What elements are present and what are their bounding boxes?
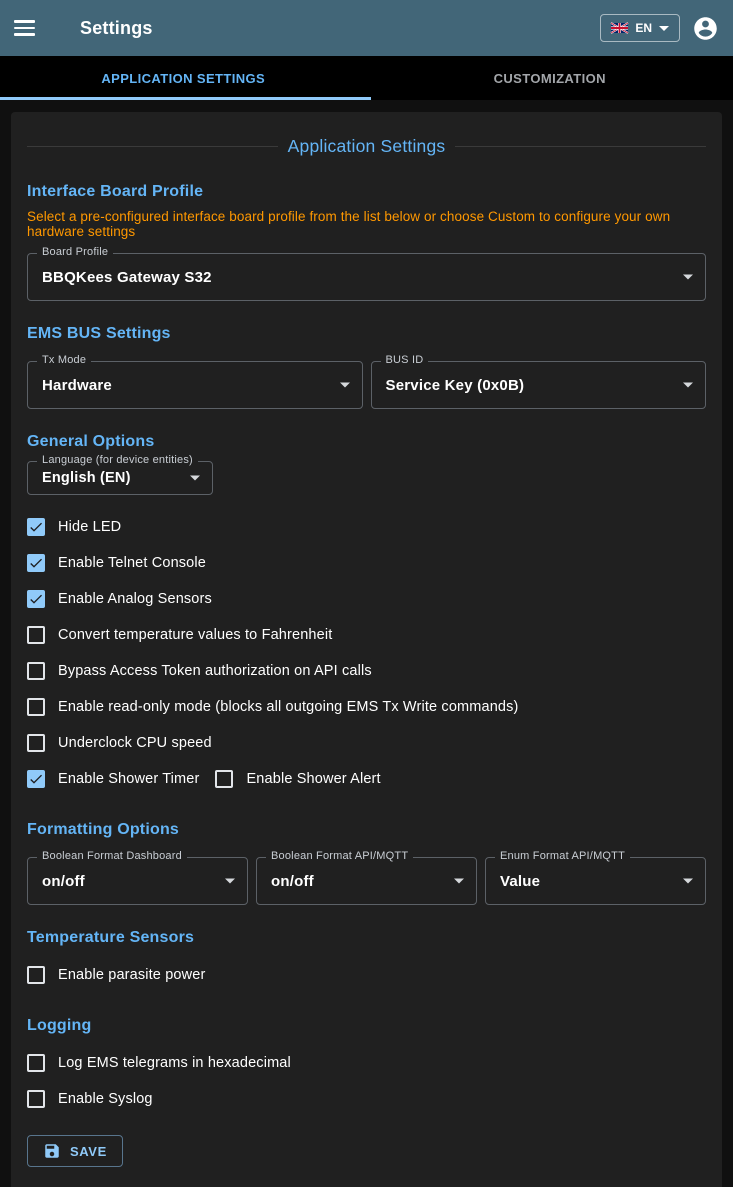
checkbox-readonly-mode[interactable] [27,689,706,725]
checkbox-analog-sensors[interactable] [27,581,706,617]
content-panel [11,112,722,1187]
language-selector-button[interactable] [600,14,680,42]
divider-line [455,146,706,147]
formatting-fields [27,849,706,905]
section-heading-logging: Logging [27,1017,706,1035]
check-icon [28,555,44,571]
field-value: Service Key (0x0B) [386,377,525,394]
field-value: on/off [271,873,314,890]
ems-bus-fields [27,353,706,409]
checkbox-fahrenheit[interactable] [27,617,706,653]
checkbox-enable-syslog[interactable] [27,1081,706,1117]
checkbox[interactable] [27,590,45,608]
checkbox-label: Enable Shower Timer [58,771,199,787]
language-select[interactable] [27,461,213,495]
dropdown-arrow-icon [683,879,693,884]
field-value: English (EN) [42,470,131,486]
board-profile-select[interactable] [27,253,706,301]
section-heading-general: General Options [27,433,706,451]
divider-line [27,146,278,147]
checkbox[interactable] [27,1090,45,1108]
uk-flag-icon [611,23,628,33]
tab-customization[interactable] [367,56,733,100]
active-tab-indicator [0,97,371,100]
app-bar-actions [600,14,719,42]
tx-mode-select[interactable] [27,361,363,409]
field-label: Tx Mode [37,354,91,366]
dropdown-arrow-icon [190,476,200,481]
checkbox[interactable] [27,1054,45,1072]
checkbox-label: Enable parasite power [58,967,205,983]
checkbox-parasite-power[interactable] [27,957,706,993]
field-value: Value [500,873,540,890]
checkbox-label: Enable Telnet Console [58,555,206,571]
checkbox-hide-led[interactable] [27,509,706,545]
checkbox-label: Enable Shower Alert [246,771,380,787]
board-profile-note: Select a pre-configured interface board profile from the list below or choose Custom to configure your own hardware settings [27,209,706,239]
boolean-format-dashboard-select[interactable] [27,857,248,905]
tab-label: APPLICATION SETTINGS [101,71,265,86]
field-label: Enum Format API/MQTT [495,850,630,862]
page-title-text: Application Settings [288,136,446,157]
tab-bar [0,56,733,100]
checkbox[interactable] [27,698,45,716]
tab-label: CUSTOMIZATION [494,71,606,86]
dropdown-arrow-icon [683,275,693,280]
menu-icon [14,20,35,36]
checkbox-telnet-console[interactable] [27,545,706,581]
field-label: Language (for device entities) [37,454,198,466]
checkbox-log-hex[interactable] [27,1045,706,1081]
menu-button[interactable] [14,8,54,48]
section-heading-temperature: Temperature Sensors [27,929,706,947]
checkbox-label: Convert temperature values to Fahrenheit [58,627,332,643]
checkbox[interactable] [27,662,45,680]
app-title: Settings [80,18,153,39]
check-icon [28,591,44,607]
field-value: Hardware [42,377,112,394]
save-button[interactable] [27,1135,123,1167]
checkbox[interactable] [27,734,45,752]
shower-options-row [27,761,706,797]
field-label: Board Profile [37,246,113,258]
checkbox[interactable] [27,770,45,788]
checkbox-shower-timer[interactable] [27,761,199,797]
checkbox[interactable] [27,966,45,984]
enum-format-api-select[interactable] [485,857,706,905]
language-code: EN [635,21,652,35]
field-label: Boolean Format Dashboard [37,850,187,862]
dropdown-arrow-icon [683,383,693,388]
check-icon [28,519,44,535]
checkbox-label: Enable read-only mode (blocks all outgoing EMS Tx Write commands) [58,699,519,715]
dropdown-arrow-icon [454,879,464,884]
section-heading-formatting: Formatting Options [27,821,706,839]
boolean-format-api-select[interactable] [256,857,477,905]
bus-id-select[interactable] [371,361,707,409]
checkbox-label: Bypass Access Token authorization on API calls [58,663,372,679]
checkbox[interactable] [215,770,233,788]
check-icon [28,771,44,787]
checkbox-label: Underclock CPU speed [58,735,212,751]
checkbox-label: Enable Analog Sensors [58,591,212,607]
checkbox-bypass-token[interactable] [27,653,706,689]
section-heading-ems-bus: EMS BUS Settings [27,325,706,343]
app-bar [0,0,733,56]
save-button-label: SAVE [70,1144,107,1159]
checkbox-shower-alert[interactable] [215,761,380,797]
save-icon [43,1142,61,1160]
tab-application-settings[interactable] [0,56,367,100]
checkbox-label: Hide LED [58,519,121,535]
checkbox[interactable] [27,518,45,536]
account-button[interactable] [692,15,719,42]
field-value: on/off [42,873,85,890]
chevron-down-icon [659,26,669,31]
section-heading-interface-board: Interface Board Profile [27,183,706,201]
field-label: BUS ID [381,354,429,366]
field-value: BBQKees Gateway S32 [42,269,212,286]
checkbox-label: Log EMS telegrams in hexadecimal [58,1055,291,1071]
dropdown-arrow-icon [340,383,350,388]
checkbox[interactable] [27,626,45,644]
dropdown-arrow-icon [225,879,235,884]
checkbox[interactable] [27,554,45,572]
field-label: Boolean Format API/MQTT [266,850,413,862]
account-circle-icon [692,15,719,42]
checkbox-label: Enable Syslog [58,1091,153,1107]
page-title [27,136,706,157]
checkbox-underclock-cpu[interactable] [27,725,706,761]
